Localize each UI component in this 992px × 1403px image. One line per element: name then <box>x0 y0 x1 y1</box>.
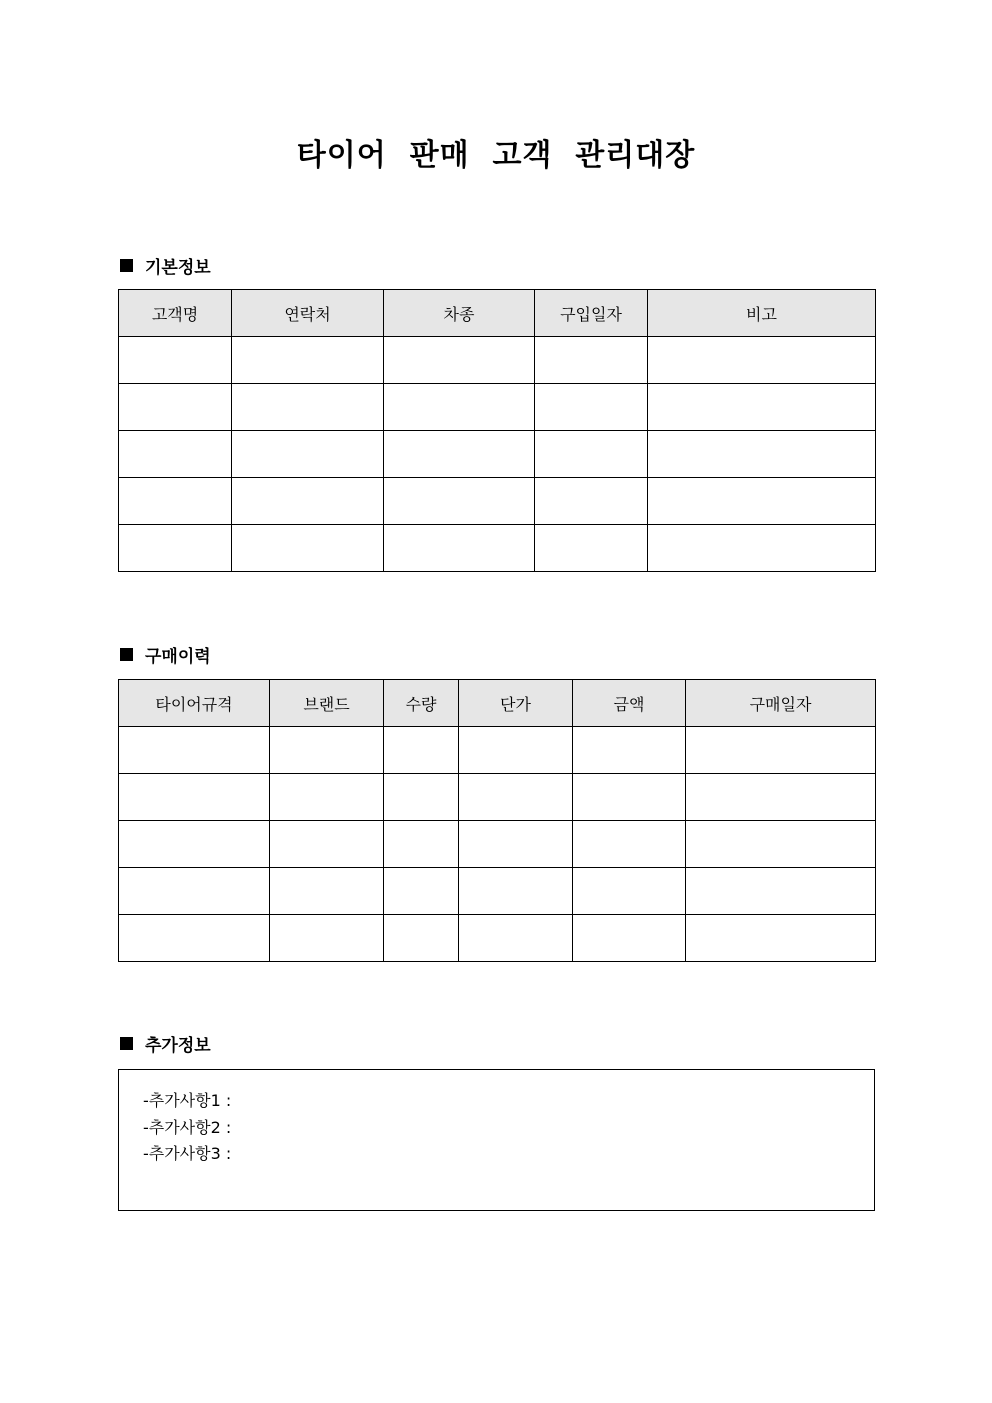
table-cell[interactable] <box>119 821 270 868</box>
section-heading-basic-label: 기본정보 <box>145 257 211 278</box>
column-header-customer-name: 고객명 <box>119 290 232 337</box>
table-row <box>119 821 876 868</box>
table-cell[interactable] <box>384 337 535 384</box>
table-row <box>119 868 876 915</box>
document-title: 타이어 판매 고객 관리대장 <box>296 138 696 173</box>
column-header-tire-size: 타이어규격 <box>119 680 270 727</box>
table-cell[interactable] <box>119 774 270 821</box>
column-header-unit-price: 단가 <box>459 680 573 727</box>
square-bullet-icon <box>120 648 133 661</box>
table-cell[interactable] <box>648 525 876 572</box>
column-header-remarks: 비고 <box>648 290 876 337</box>
table-cell[interactable] <box>648 384 876 431</box>
column-header-purchase-date: 구매일자 <box>686 680 876 727</box>
table-cell[interactable] <box>535 525 648 572</box>
table-cell[interactable] <box>573 915 686 962</box>
table-cell[interactable] <box>119 337 232 384</box>
column-header-amount: 금액 <box>573 680 686 727</box>
table-cell[interactable] <box>535 384 648 431</box>
table-cell[interactable] <box>232 478 384 525</box>
table-cell[interactable] <box>384 727 459 774</box>
table-cell[interactable] <box>573 774 686 821</box>
basic-info-header-row <box>119 290 876 337</box>
table-cell[interactable] <box>119 727 270 774</box>
section-heading-extra-label: 추가정보 <box>145 1035 211 1056</box>
table-cell[interactable] <box>459 727 573 774</box>
column-header-car-model: 차종 <box>384 290 535 337</box>
section-heading-basic <box>120 253 211 277</box>
table-cell[interactable] <box>686 727 876 774</box>
table-cell[interactable] <box>384 384 535 431</box>
table-cell[interactable] <box>535 337 648 384</box>
table-cell[interactable] <box>119 868 270 915</box>
additional-info-item: -추가사항1 : <box>143 1091 232 1110</box>
table-cell[interactable] <box>232 384 384 431</box>
additional-info-item: -추가사항2 : <box>143 1117 232 1137</box>
table-cell[interactable] <box>384 821 459 868</box>
table-cell[interactable] <box>573 727 686 774</box>
table-cell[interactable] <box>270 774 384 821</box>
square-bullet-icon <box>120 1037 133 1050</box>
table-cell[interactable] <box>232 337 384 384</box>
table-cell[interactable] <box>686 868 876 915</box>
column-header-purchase-date: 구입일자 <box>535 290 648 337</box>
table-row <box>119 774 876 821</box>
table-cell[interactable] <box>573 821 686 868</box>
table-cell[interactable] <box>119 525 232 572</box>
table-row <box>119 384 876 431</box>
table-cell[interactable] <box>686 821 876 868</box>
table-cell[interactable] <box>459 868 573 915</box>
table-row <box>119 525 876 572</box>
column-header-brand: 브랜드 <box>270 680 384 727</box>
section-heading-purchase-label: 구매이력 <box>145 646 211 667</box>
table-cell[interactable] <box>119 384 232 431</box>
table-cell[interactable] <box>648 431 876 478</box>
purchase-history-table <box>118 679 876 962</box>
table-cell[interactable] <box>384 478 535 525</box>
table-cell[interactable] <box>119 431 232 478</box>
basic-info-table <box>118 289 876 572</box>
table-row <box>119 727 876 774</box>
table-row <box>119 431 876 478</box>
additional-info-list <box>119 1070 874 1168</box>
table-cell[interactable] <box>686 915 876 962</box>
table-row <box>119 478 876 525</box>
table-cell[interactable] <box>384 915 459 962</box>
table-cell[interactable] <box>232 525 384 572</box>
table-cell[interactable] <box>459 821 573 868</box>
column-header-contact: 연락처 <box>232 290 384 337</box>
table-cell[interactable] <box>384 525 535 572</box>
table-cell[interactable] <box>232 431 384 478</box>
table-cell[interactable] <box>119 478 232 525</box>
table-cell[interactable] <box>535 431 648 478</box>
additional-info-item: -추가사항3 : <box>143 1144 232 1163</box>
table-row <box>119 337 876 384</box>
table-cell[interactable] <box>648 478 876 525</box>
table-cell[interactable] <box>686 774 876 821</box>
table-cell[interactable] <box>384 774 459 821</box>
table-cell[interactable] <box>535 478 648 525</box>
section-heading-purchase <box>120 642 211 666</box>
table-cell[interactable] <box>648 337 876 384</box>
column-header-quantity: 수량 <box>384 680 459 727</box>
table-cell[interactable] <box>270 821 384 868</box>
table-row <box>119 915 876 962</box>
purchase-history-header-row <box>119 680 876 727</box>
table-cell[interactable] <box>459 774 573 821</box>
square-bullet-icon <box>120 259 133 272</box>
table-cell[interactable] <box>270 727 384 774</box>
table-cell[interactable] <box>573 868 686 915</box>
table-cell[interactable] <box>459 915 573 962</box>
additional-info-box[interactable] <box>118 1069 875 1211</box>
table-cell[interactable] <box>270 868 384 915</box>
table-cell[interactable] <box>384 868 459 915</box>
section-heading-extra <box>120 1031 211 1055</box>
table-cell[interactable] <box>384 431 535 478</box>
table-cell[interactable] <box>119 915 270 962</box>
table-cell[interactable] <box>270 915 384 962</box>
